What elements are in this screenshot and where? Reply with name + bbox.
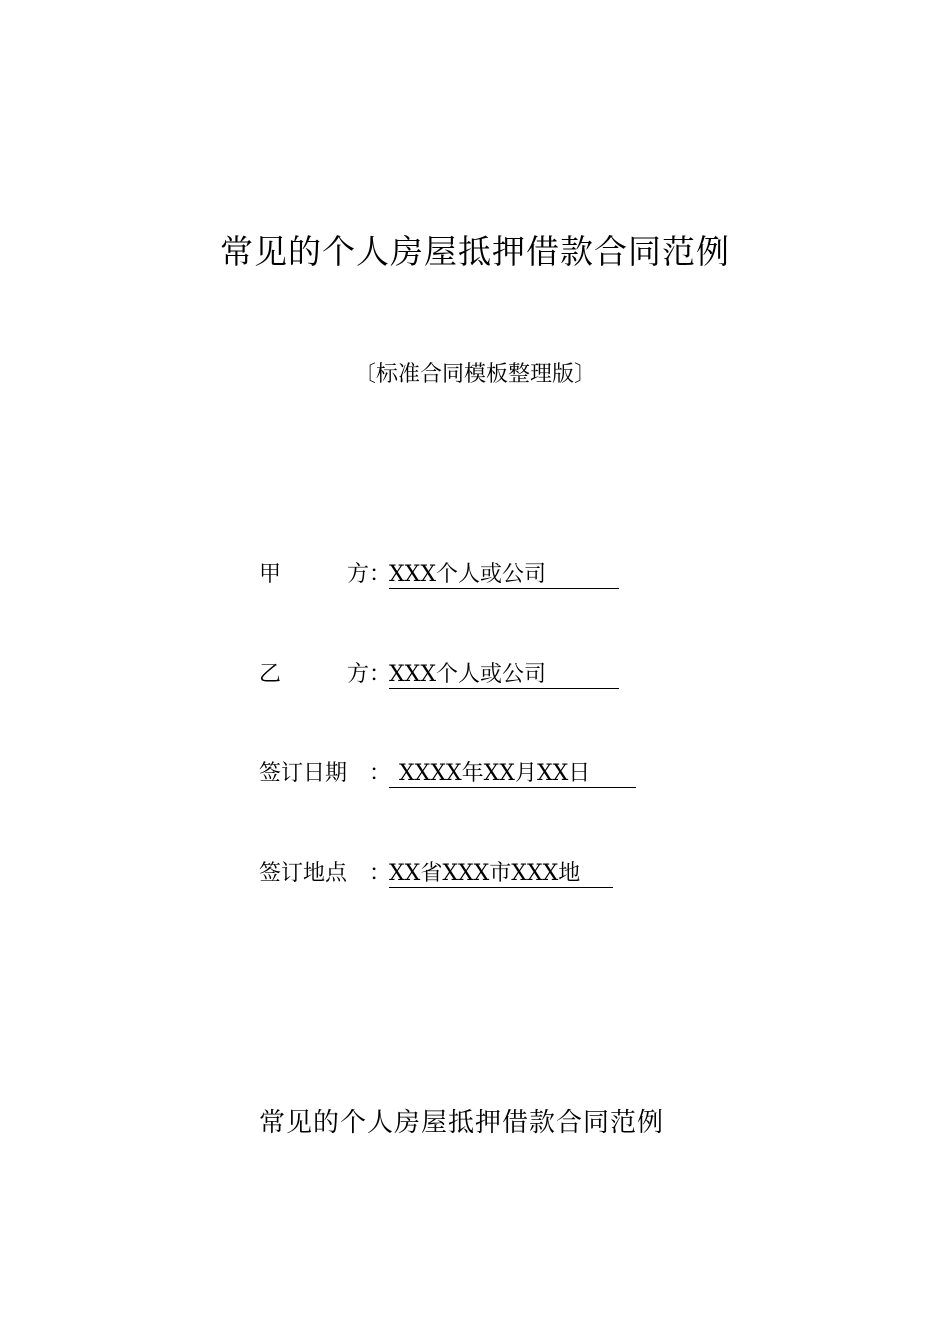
signing-date-value: XXXX年XX月XX日 [389, 761, 636, 788]
party-a-row [259, 558, 619, 592]
contract-heading: 常见的个人房屋抵押借款合同范例 [259, 1108, 665, 1138]
party-a-label: 甲 方 [259, 562, 369, 587]
party-b-row [259, 658, 619, 692]
signing-place-colon: ： [369, 861, 392, 886]
signing-date-label: 签订日期 [259, 761, 348, 786]
signing-date-row [259, 757, 636, 791]
signing-place-label: 签订地点 [259, 861, 348, 886]
document-title: 常见的个人房屋抵押借款合同范例 [220, 232, 730, 271]
signing-place-value: XX省XXX市XXX地 [389, 861, 613, 888]
party-b-label: 乙 方 [259, 662, 369, 687]
signing-place-row [259, 857, 613, 891]
party-a-value: XXX个人或公司 [389, 562, 619, 589]
party-b-colon: ： [369, 662, 392, 687]
party-a-colon: ： [369, 562, 392, 587]
party-b-value: XXX个人或公司 [389, 662, 619, 689]
signing-date-colon: ： [369, 761, 392, 786]
document-subtitle: 〔标准合同模板整理版〕 [353, 362, 596, 387]
